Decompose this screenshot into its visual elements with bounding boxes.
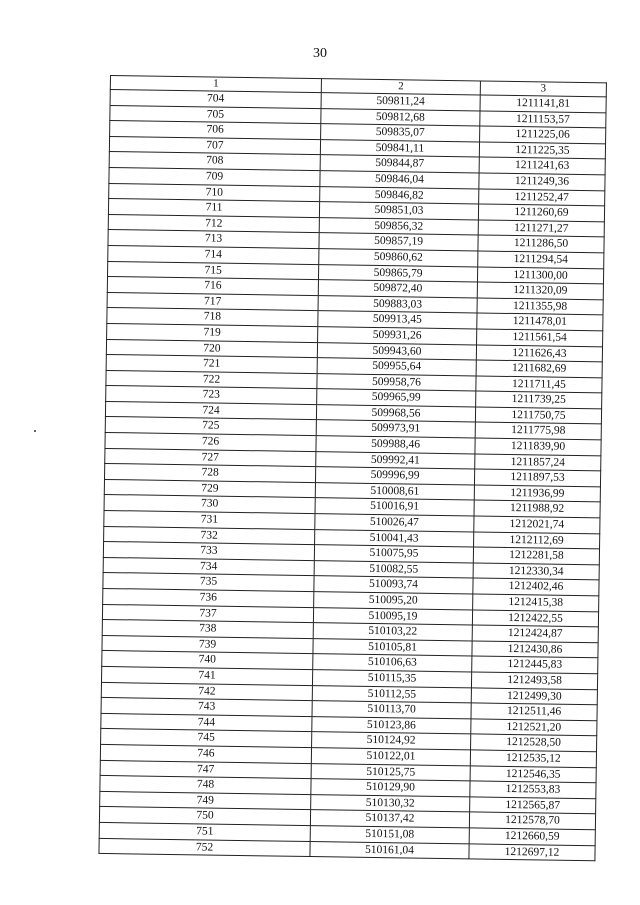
x-coordinate-cell: 510106,63	[313, 654, 472, 672]
x-coordinate-cell: 510016,91	[315, 498, 474, 516]
point-number-cell: 747	[100, 760, 311, 779]
y-coordinate-cell: 1212493,58	[471, 672, 597, 689]
x-coordinate-cell: 510105,81	[313, 638, 472, 656]
y-coordinate-cell: 1211271,27	[478, 220, 604, 237]
x-coordinate-cell: 509844,87	[320, 155, 479, 173]
point-number-cell: 707	[109, 136, 320, 155]
y-coordinate-cell: 1211241,63	[479, 157, 605, 174]
x-coordinate-cell: 509811,24	[321, 93, 480, 111]
point-number-cell: 742	[101, 682, 312, 701]
point-number-cell: 716	[107, 277, 318, 296]
y-coordinate-cell: 1211355,98	[477, 298, 603, 315]
x-coordinate-cell: 510095,20	[314, 592, 473, 610]
y-coordinate-cell: 1212430,86	[472, 641, 598, 658]
page-number: 30	[313, 46, 327, 61]
x-coordinate-cell: 510113,70	[312, 701, 471, 719]
x-coordinate-cell: 509865,79	[318, 264, 477, 282]
point-number-cell: 709	[109, 167, 320, 186]
y-coordinate-cell: 1212535,12	[470, 750, 596, 767]
y-coordinate-cell: 1212578,70	[469, 812, 595, 829]
y-coordinate-cell: 1211260,69	[478, 204, 604, 221]
y-coordinate-cell: 1212281,58	[473, 547, 599, 564]
y-coordinate-cell: 1211626,43	[476, 344, 602, 361]
x-coordinate-cell: 509968,56	[316, 404, 475, 422]
x-coordinate-cell: 510095,19	[313, 607, 472, 625]
y-coordinate-cell: 1211252,47	[479, 189, 605, 206]
x-coordinate-cell: 510112,55	[312, 685, 471, 703]
point-number-cell: 745	[101, 729, 312, 748]
y-coordinate-cell: 1212660,59	[469, 828, 595, 845]
x-coordinate-cell: 510093,74	[314, 576, 473, 594]
x-coordinate-cell: 509857,19	[319, 233, 478, 251]
y-coordinate-cell: 1212697,12	[469, 843, 595, 860]
x-coordinate-cell: 510123,86	[312, 716, 471, 734]
y-coordinate-cell: 1211739,25	[476, 391, 602, 408]
point-number-cell: 751	[99, 822, 310, 841]
point-number-cell: 704	[110, 90, 321, 109]
y-coordinate-cell: 1211141,81	[480, 95, 606, 112]
point-number-cell: 728	[105, 464, 316, 483]
x-coordinate-cell: 510129,90	[311, 779, 470, 797]
y-coordinate-cell: 1212424,87	[472, 625, 598, 642]
x-coordinate-cell: 509992,41	[316, 451, 475, 469]
x-coordinate-cell: 509931,26	[318, 327, 477, 345]
point-number-cell: 713	[108, 230, 319, 249]
y-coordinate-cell: 1212112,69	[474, 532, 600, 549]
x-coordinate-cell: 510115,35	[312, 670, 471, 688]
point-number-cell: 712	[108, 214, 319, 233]
y-coordinate-cell: 1211320,09	[477, 282, 603, 299]
point-number-cell: 711	[108, 199, 319, 218]
x-coordinate-cell: 509955,64	[317, 358, 476, 376]
x-coordinate-cell: 510026,47	[315, 514, 474, 532]
x-coordinate-cell: 509958,76	[317, 373, 476, 391]
point-number-cell: 750	[99, 807, 310, 826]
point-number-cell: 740	[102, 651, 313, 670]
point-number-cell: 752	[99, 838, 310, 857]
x-coordinate-cell: 510122,01	[311, 748, 470, 766]
x-coordinate-cell: 510103,22	[313, 623, 472, 641]
point-number-cell: 727	[105, 448, 316, 467]
y-coordinate-cell: 1212521,20	[471, 719, 597, 736]
y-coordinate-cell: 1212445,83	[472, 656, 598, 673]
x-coordinate-cell: 509943,60	[317, 342, 476, 360]
point-number-cell: 735	[103, 573, 314, 592]
x-coordinate-cell: 509872,40	[318, 280, 477, 298]
y-coordinate-cell: 1211936,99	[474, 485, 600, 502]
x-coordinate-cell: 510124,92	[312, 732, 471, 750]
point-number-cell: 706	[110, 121, 321, 140]
column-header-3: 3	[480, 81, 606, 97]
point-number-cell: 720	[106, 339, 317, 358]
y-coordinate-cell: 1212553,83	[470, 781, 596, 798]
point-number-cell: 732	[104, 526, 315, 545]
point-number-cell: 748	[100, 776, 311, 795]
point-number-cell: 719	[107, 323, 318, 342]
point-number-cell: 738	[102, 620, 313, 639]
x-coordinate-cell: 510008,61	[315, 482, 474, 500]
x-coordinate-cell: 510041,43	[315, 529, 474, 547]
x-coordinate-cell: 509812,68	[321, 108, 480, 126]
point-number-cell: 717	[107, 292, 318, 311]
y-coordinate-cell: 1212422,55	[472, 610, 598, 627]
point-number-cell: 723	[106, 386, 317, 405]
y-coordinate-cell: 1211300,00	[477, 267, 603, 284]
coordinates-table	[98, 75, 607, 861]
y-coordinate-cell: 1211294,54	[478, 251, 604, 268]
y-coordinate-cell: 1211775,98	[475, 422, 601, 439]
y-coordinate-cell: 1211153,57	[480, 111, 606, 128]
y-coordinate-cell: 1211249,36	[479, 173, 605, 190]
x-coordinate-cell: 509835,07	[321, 124, 480, 142]
x-coordinate-cell: 510137,42	[310, 810, 469, 828]
point-number-cell: 743	[101, 698, 312, 717]
point-number-cell: 730	[104, 495, 315, 514]
y-coordinate-cell: 1211897,53	[474, 469, 600, 486]
point-number-cell: 718	[107, 308, 318, 327]
point-number-cell: 715	[108, 261, 319, 280]
x-coordinate-cell: 510161,04	[310, 841, 469, 859]
point-number-cell: 714	[108, 245, 319, 264]
point-number-cell: 726	[105, 433, 316, 452]
point-number-cell: 731	[104, 510, 315, 529]
y-coordinate-cell: 1212402,46	[473, 578, 599, 595]
point-number-cell: 734	[103, 557, 314, 576]
x-coordinate-cell: 509913,45	[318, 311, 477, 329]
point-number-cell: 725	[105, 417, 316, 436]
x-coordinate-cell: 509965,99	[317, 389, 476, 407]
point-number-cell: 710	[109, 183, 320, 202]
y-coordinate-cell: 1211857,24	[475, 454, 601, 471]
point-number-cell: 737	[102, 604, 313, 623]
point-number-cell: 724	[105, 401, 316, 420]
point-number-cell: 749	[100, 791, 311, 810]
column-header-2: 2	[321, 79, 480, 95]
y-coordinate-cell: 1212565,87	[470, 797, 596, 814]
point-number-cell: 733	[103, 542, 314, 561]
x-coordinate-cell: 510082,55	[314, 560, 473, 578]
point-number-cell: 741	[101, 666, 312, 685]
y-coordinate-cell: 1211682,69	[476, 360, 602, 377]
y-coordinate-cell: 1211561,54	[477, 329, 603, 346]
y-coordinate-cell: 1211750,75	[475, 407, 601, 424]
x-coordinate-cell: 509851,03	[319, 202, 478, 220]
x-coordinate-cell: 509841,11	[320, 139, 479, 157]
y-coordinate-cell: 1212415,38	[473, 594, 599, 611]
y-coordinate-cell: 1211478,01	[477, 313, 603, 330]
y-coordinate-cell: 1212021,74	[474, 516, 600, 533]
point-number-cell: 744	[101, 713, 312, 732]
y-coordinate-cell: 1211225,35	[479, 142, 605, 159]
point-number-cell: 722	[106, 370, 317, 389]
x-coordinate-cell: 509988,46	[316, 436, 475, 454]
column-header-1: 1	[110, 76, 321, 93]
point-number-cell: 739	[102, 635, 313, 654]
y-coordinate-cell: 1211711,45	[476, 376, 602, 393]
coordinates-table-body	[99, 76, 606, 861]
point-number-cell: 721	[106, 355, 317, 374]
x-coordinate-cell: 510130,32	[311, 794, 470, 812]
point-number-cell: 729	[104, 479, 315, 498]
x-coordinate-cell: 510125,75	[311, 763, 470, 781]
point-number-cell: 708	[109, 152, 320, 171]
y-coordinate-cell: 1211839,90	[475, 438, 601, 455]
y-coordinate-cell: 1212499,30	[471, 687, 597, 704]
x-coordinate-cell: 509973,91	[316, 420, 475, 438]
x-coordinate-cell: 509846,04	[320, 171, 479, 189]
y-coordinate-cell: 1212330,34	[473, 563, 599, 580]
point-number-cell: 736	[103, 588, 314, 607]
x-coordinate-cell: 509856,32	[319, 217, 478, 235]
y-coordinate-cell: 1211988,92	[474, 500, 600, 517]
x-coordinate-cell: 510151,08	[310, 825, 469, 843]
x-coordinate-cell: 509846,82	[320, 186, 479, 204]
y-coordinate-cell: 1211225,06	[480, 126, 606, 143]
point-number-cell: 746	[100, 744, 311, 763]
scan-speck	[34, 430, 36, 432]
y-coordinate-cell: 1211286,50	[478, 235, 604, 252]
y-coordinate-cell: 1212528,50	[471, 734, 597, 751]
x-coordinate-cell: 510075,95	[314, 545, 473, 563]
x-coordinate-cell: 509883,03	[318, 295, 477, 313]
x-coordinate-cell: 509996,99	[315, 467, 474, 485]
y-coordinate-cell: 1212511,46	[471, 703, 597, 720]
point-number-cell: 705	[110, 105, 321, 124]
x-coordinate-cell: 509860,62	[319, 249, 478, 267]
y-coordinate-cell: 1212546,35	[470, 765, 596, 782]
